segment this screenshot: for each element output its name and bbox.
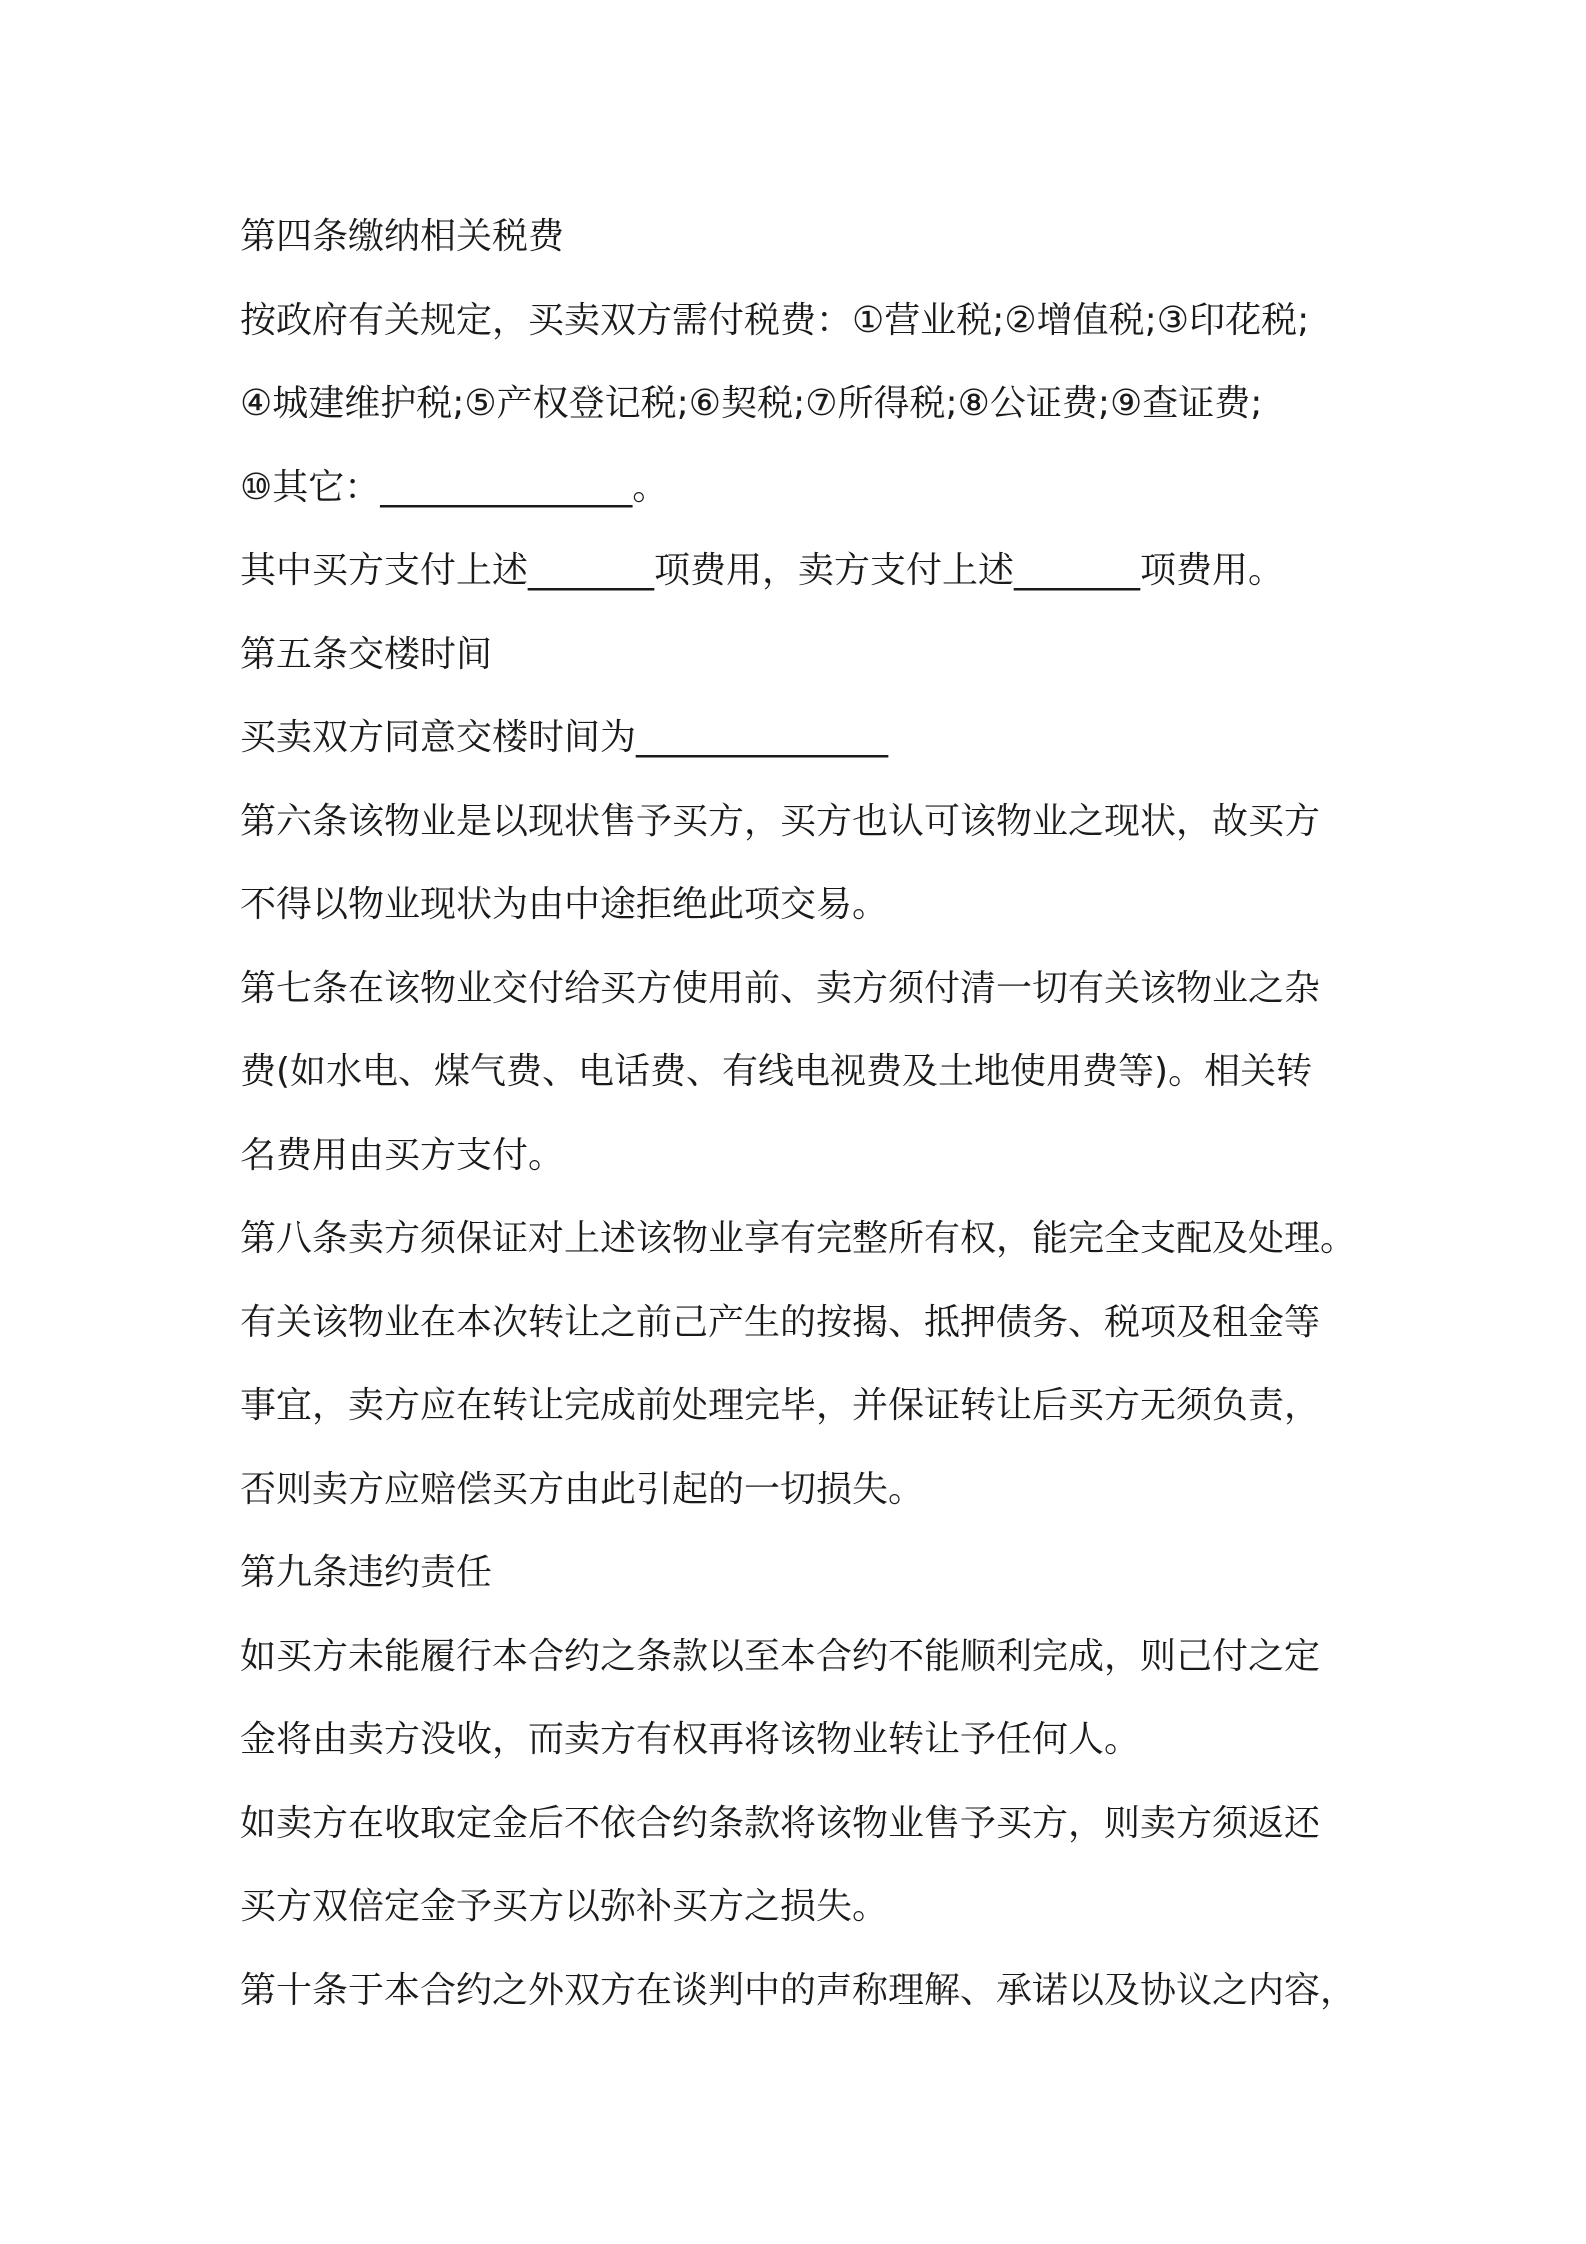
paragraph-line: 第八条卖方须保证对上述该物业享有完整所有权，能完全支配及处理。 xyxy=(240,1218,1357,1259)
paragraph-line: 金将由卖方没收，而卖方有权再将该物业转让予任何人。 xyxy=(240,1719,1141,1760)
paragraph-line: 费(如水电、煤气费、电话费、有线电视费及土地使用费等)。相关转 xyxy=(240,1051,1313,1092)
paragraph-line: 其中买方支付上述_______项费用，卖方支付上述_______项费用。 xyxy=(240,550,1285,591)
paragraph-line: ④城建维护税;⑤产权登记税;⑥契税;⑦所得税;⑧公证费;⑨查证费; xyxy=(240,383,1263,424)
paragraph-line: 如卖方在收取定金后不依合约条款将该物业售予买方，则卖方须返还 xyxy=(240,1802,1321,1844)
paragraph-line: 第七条在该物业交付给买方使用前、卖方须付清一切有关该物业之杂 xyxy=(240,967,1321,1009)
paragraph-line: 按政府有关规定，买卖双方需付税费：①营业税;②增值税;③印花税; xyxy=(240,299,1310,341)
document-body xyxy=(240,195,1370,2032)
paragraph-line: ⑩其它：______________。 xyxy=(240,466,669,508)
paragraph-line: 事宜，卖方应在转让完成前处理完毕，并保证转让后买方无须负责， xyxy=(240,1385,1321,1426)
paragraph-line: 名费用由买方支付。 xyxy=(240,1134,565,1176)
heading-article-5: 第五条交楼时间 xyxy=(240,633,493,675)
paragraph-line: 否则卖方应赔偿买方由此引起的一切损失。 xyxy=(240,1468,925,1510)
heading-article-4: 第四条缴纳相关税费 xyxy=(240,216,565,257)
paragraph-line: 如买方未能履行本合约之条款以至本合约不能顺利完成，则己付之定 xyxy=(240,1635,1321,1677)
paragraph-line: 买方双倍定金予买方以弥补买方之损失。 xyxy=(240,1886,889,1927)
heading-article-9: 第九条违约责任 xyxy=(240,1552,493,1593)
paragraph-line: 买卖双方同意交楼时间为______________ xyxy=(240,717,889,758)
paragraph-line: 第六条该物业是以现状售予买方，买方也认可该物业之现状，故买方 xyxy=(240,800,1321,842)
paragraph-line: 第十条于本合约之外双方在谈判中的声称理解、承诺以及协议之内容， xyxy=(240,1969,1357,2011)
paragraph-line: 有关该物业在本次转让之前己产生的按揭、抵押债务、税项及租金等 xyxy=(240,1301,1321,1343)
paragraph-line: 不得以物业现状为由中途拒绝此项交易。 xyxy=(240,884,889,925)
